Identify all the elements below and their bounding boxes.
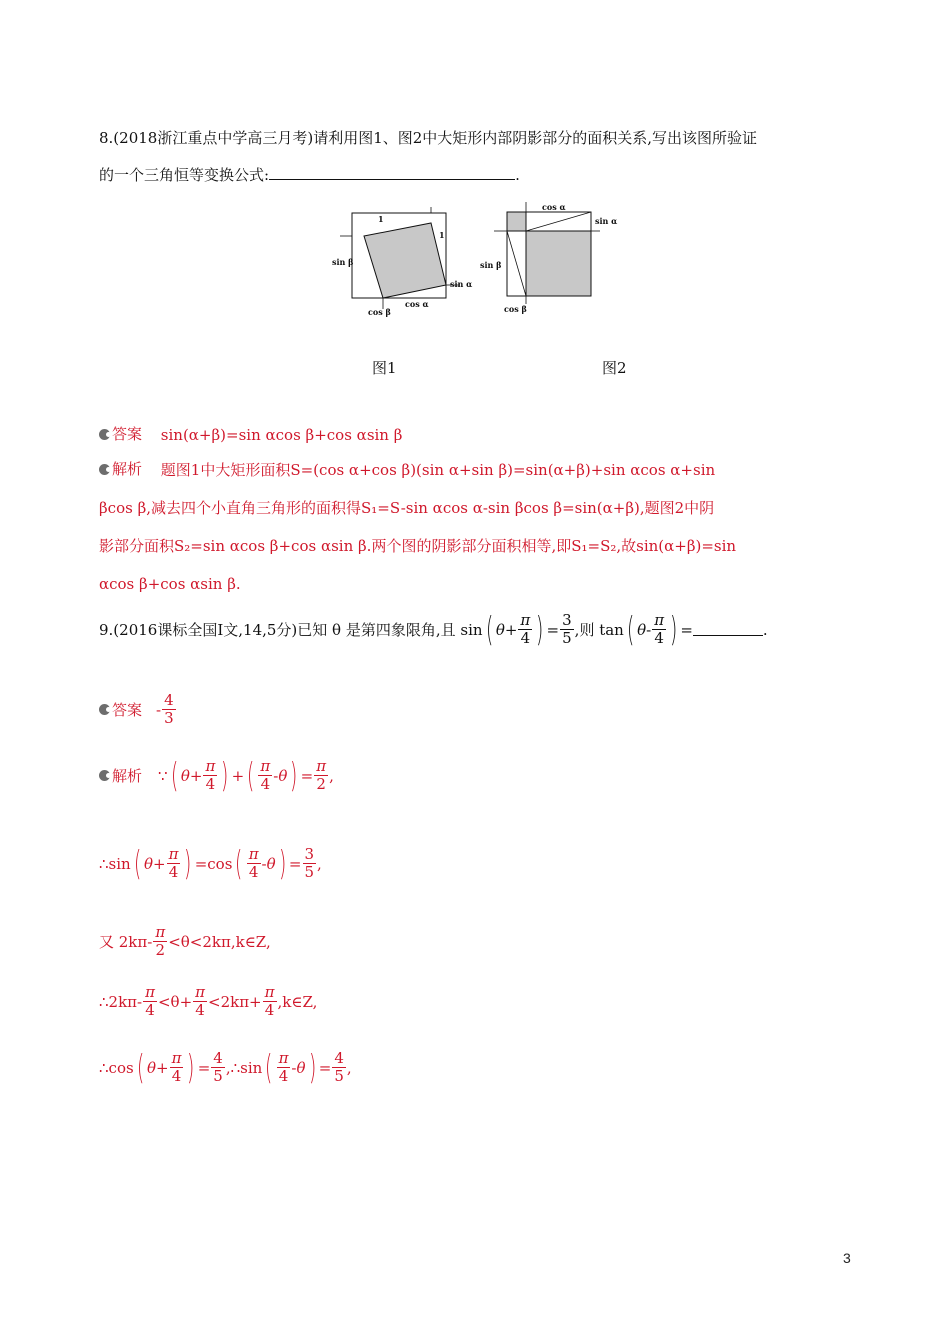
answer-label: 答案	[112, 425, 143, 443]
fig1-caption: 图1	[372, 359, 397, 377]
fig2-caption: 图2	[602, 359, 627, 377]
fig2-large-shaded	[526, 231, 591, 296]
fig2-sin-alpha: sin α	[595, 216, 618, 226]
q9-answer-fraction: $\frac{4}{3}$	[164, 691, 174, 727]
page-number: 3	[843, 1250, 851, 1266]
fig1-cos-alpha: cos α	[405, 299, 429, 309]
figure-1	[328, 205, 478, 320]
q8-analysis-line-2: βcos β,减去四个小直角三角形的面积得S₁=S-sin αcos α-sin βcos β=sin(α+β),题图2中阴	[99, 499, 715, 517]
fig1-sin-beta: sin β	[332, 257, 354, 267]
answer-badge	[99, 424, 142, 444]
q9-mid: ,则 tan	[574, 621, 624, 639]
fig2-sin-beta: sin β	[480, 260, 502, 270]
q9-analysis-line-4: ∴2kπ- $\frac{\pi}{4}$ <θ+ $\frac{\pi}{4}$ <2kπ+ $\frac{\pi}{4}$ ,k∈Z,	[99, 983, 318, 1019]
fig1-shaded-quad	[364, 223, 446, 298]
fig1-label-1a: 1	[378, 214, 384, 224]
q9-pi-over-4: $\frac{\pi}{4}$	[520, 611, 531, 647]
q9-analysis-badge	[99, 765, 142, 786]
q8-line2	[99, 165, 520, 185]
answer-badge-icon	[99, 429, 110, 440]
q9-answer-label: 答案	[112, 701, 143, 719]
q9-analysis-line-1: 解析 ∵ ( θ + $\frac{\pi}{4}$ ) + ( $\frac{\pi}{4}$ - θ ) = $\frac{\pi}{2}$ ,	[99, 758, 334, 793]
q9-analysis-label: 解析	[112, 767, 143, 785]
q9-analysis-line-5: ∴ cos ( θ + $\frac{\pi}{4}$ ) = $\frac{4}{5}$ , ∴ sin ( $\frac{\pi}{4}$ - θ ) = $\frac{4}{5}$ ,	[99, 1047, 352, 1088]
q8-answer-row	[99, 424, 402, 445]
q8-analysis-line-4: αcos β+cos αsin β.	[99, 575, 241, 593]
q9-three-fifths: $\frac{3}{5}$	[562, 611, 572, 647]
fig1-sin-alpha: sin α	[450, 279, 473, 289]
fig2-cos-alpha: cos α	[542, 202, 566, 212]
q9-answer-badge	[99, 699, 142, 720]
q8-line2-end: .	[515, 166, 520, 184]
q8-analysis-row	[99, 459, 715, 480]
q8-analysis-line-1: 题图1中大矩形面积S=(cos α+cos β)(sin α+sin β)=sin(α+β)+sin αcos α+sin	[160, 460, 716, 479]
fig2-small-shaded	[507, 212, 526, 231]
q9-theta: θ	[495, 620, 505, 639]
fig1-cos-beta: cos β	[368, 307, 391, 317]
q8-answer-blank	[269, 179, 515, 180]
analysis-label: 解析	[112, 460, 143, 478]
q8-line1: 8.(2018浙江重点中学高三月考)请利用图1、图2中大矩形内部阴影部分的面积关系,写出该图所验证	[99, 129, 758, 147]
q9-answer-blank	[693, 623, 763, 636]
q8-answer-text: sin(α+β)=sin αcos β+cos αsin β	[160, 425, 403, 444]
q9-statement: 9.(2016课标全国Ⅰ文,14,5分)已知 θ 是第四象限角,且 sin ( θ + $\frac{\pi}{4}$ ) = $\frac{3}{5}$ ,则 tan ( θ - $\frac{\pi}{4}$ ) = .	[99, 609, 768, 650]
q9-prefix: 9.(2016课标全国Ⅰ文,14,5分)已知 θ 是第四象限角,且 sin	[99, 621, 483, 639]
q8-analysis-line-3: 影部分面积S₂=sin αcos β+cos αsin β.两个图的阴影部分面积相等,即S₁=S₂,故sin(α+β)=sin	[99, 537, 737, 555]
q8-line2-text: 的一个三角恒等变换公式:	[99, 166, 270, 184]
analysis-badge	[99, 459, 142, 479]
fig1-label-1b: 1	[439, 230, 445, 240]
q9-analysis-line-3: 又 2kπ- $\frac{\pi}{2}$ <θ<2kπ,k∈Z,	[99, 923, 271, 959]
q9-analysis-line-2: ∴ sin ( θ + $\frac{\pi}{4}$ ) = cos ( $\frac{\pi}{4}$ - θ ) = $\frac{3}{5}$ ,	[99, 843, 322, 884]
q9-pi-over-4-b: $\frac{\pi}{4}$	[654, 611, 665, 647]
q9-answer-row	[99, 692, 177, 727]
q9-answer-sign: -	[156, 700, 162, 719]
analysis-badge-icon	[99, 464, 110, 475]
fig2-cos-beta: cos β	[504, 304, 527, 314]
figure-2	[478, 200, 628, 320]
